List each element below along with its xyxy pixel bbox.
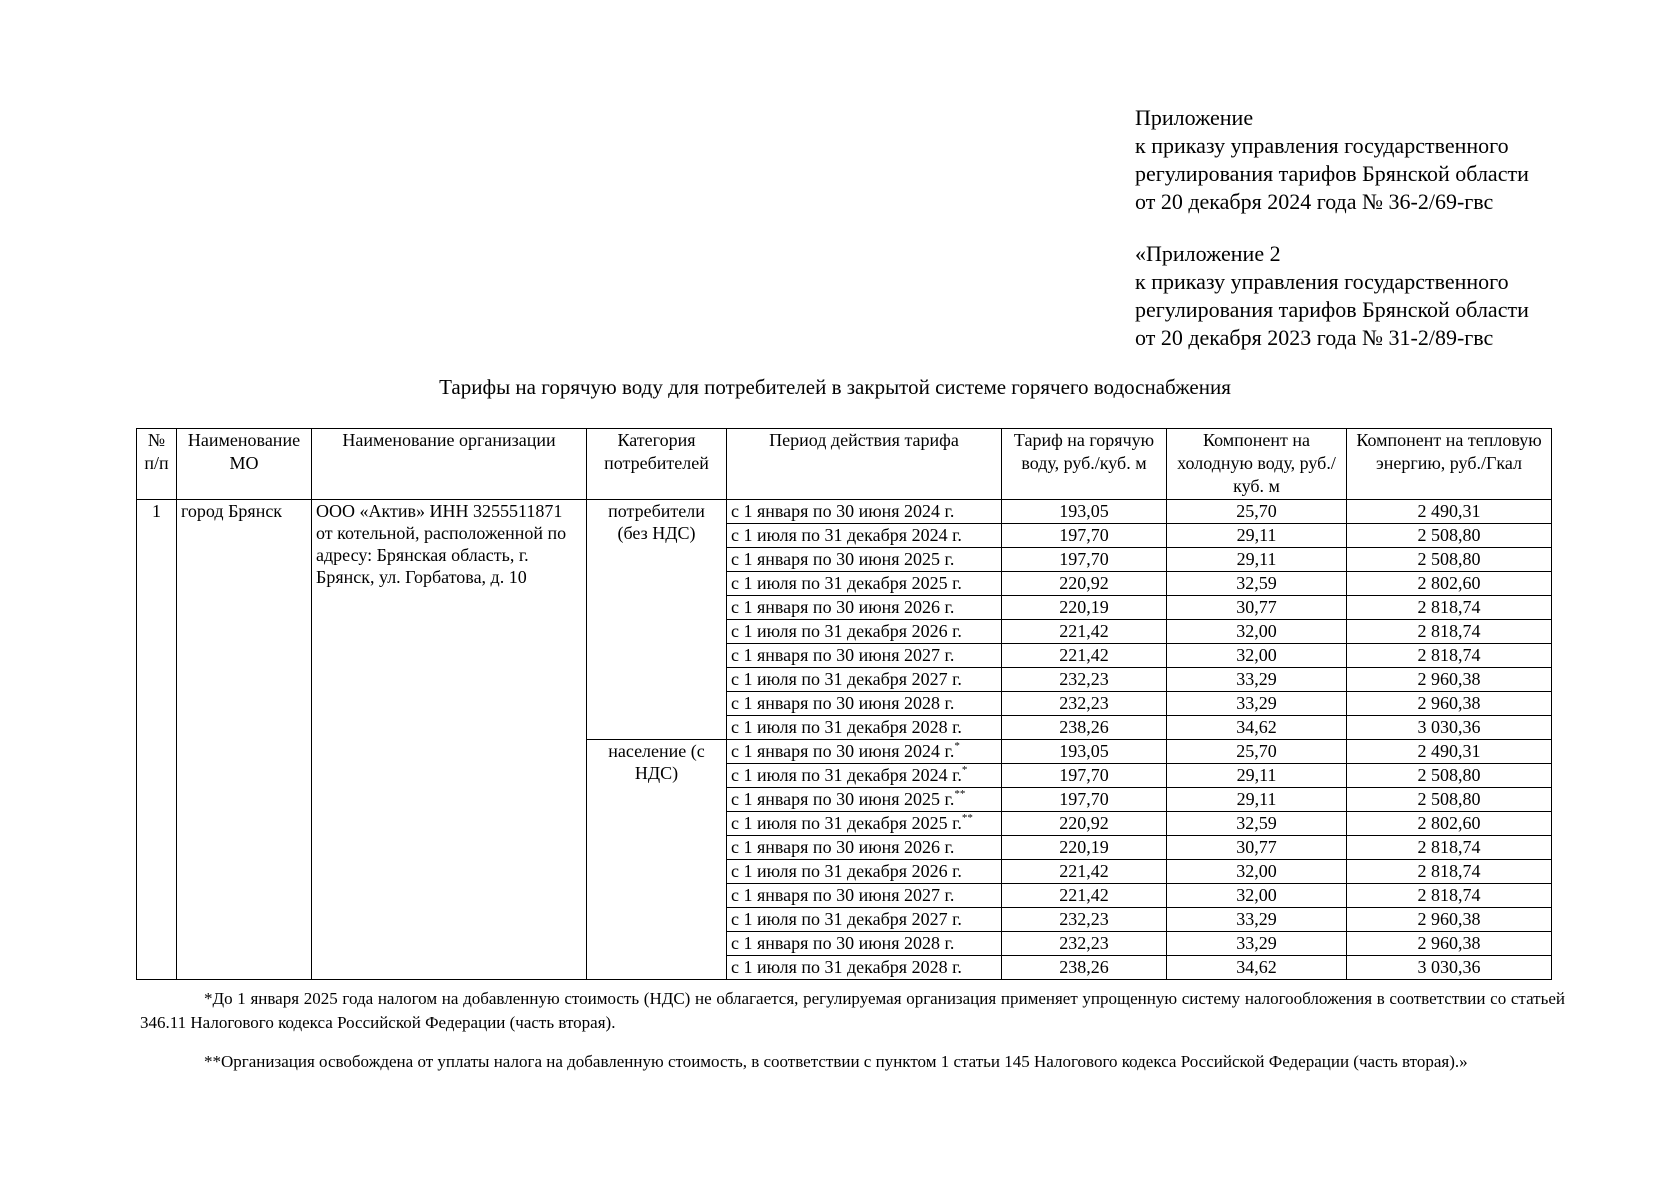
col-header-cold: Компонент на холодную воду, руб./куб. м — [1167, 429, 1347, 500]
tariff-period — [727, 764, 1002, 788]
footnotes — [140, 987, 1565, 1087]
document-title: Тарифы на горячую воду для потребителей в закрытой системе горячего водоснабжения — [439, 375, 1231, 399]
tariff-value: 220,92 — [1002, 812, 1167, 836]
cold-water-component: 29,11 — [1167, 764, 1347, 788]
tariff-value: 221,42 — [1002, 620, 1167, 644]
row-number: 1 — [137, 500, 177, 980]
appendix2-header — [1135, 240, 1655, 352]
org-name: ООО «Актив» ИНН 3255511871 от котельной, расположенной по адресу: Брянская область, г. Брянск, ул. Горбатова, д. 10 — [312, 500, 587, 980]
col-header-period: Период действия тарифа — [727, 429, 1002, 500]
col-header-mo: Наименование МО — [177, 429, 312, 500]
tariff-period-text: с 1 января по 30 июня 2024 г. — [731, 741, 955, 761]
heat-energy-component: 3 030,36 — [1347, 956, 1552, 980]
tariff-period-text: с 1 января по 30 июня 2027 г. — [731, 645, 955, 665]
cold-water-component: 30,77 — [1167, 836, 1347, 860]
heat-energy-component: 2 508,80 — [1347, 548, 1552, 572]
heat-energy-component: 2 818,74 — [1347, 620, 1552, 644]
appendix-line: регулирования тарифов Брянской области — [1135, 161, 1529, 186]
footnote-mark: ** — [954, 788, 966, 800]
tariff-value: 232,23 — [1002, 692, 1167, 716]
cold-water-component: 32,00 — [1167, 884, 1347, 908]
tariff-period-text: с 1 июля по 31 декабря 2025 г. — [731, 813, 962, 833]
appendix2-line: от 20 декабря 2023 года № 31-2/89-гвс — [1135, 325, 1494, 350]
tariff-period — [727, 716, 1002, 740]
mo-name: город Брянск — [177, 500, 312, 980]
tariff-value: 232,23 — [1002, 908, 1167, 932]
tariff-period — [727, 668, 1002, 692]
tariff-value: 193,05 — [1002, 740, 1167, 764]
heat-energy-component: 2 960,38 — [1347, 908, 1552, 932]
col-header-num: № п/п — [137, 429, 177, 500]
cold-water-component: 32,00 — [1167, 620, 1347, 644]
tariff-value: 220,19 — [1002, 596, 1167, 620]
tariff-value: 197,70 — [1002, 788, 1167, 812]
tariff-value: 232,23 — [1002, 932, 1167, 956]
tariff-period-text: с 1 января по 30 июня 2025 г. — [731, 789, 955, 809]
tariff-period — [727, 956, 1002, 980]
tariff-period — [727, 932, 1002, 956]
cold-water-component: 32,00 — [1167, 860, 1347, 884]
tariff-value: 220,19 — [1002, 836, 1167, 860]
cold-water-component: 33,29 — [1167, 692, 1347, 716]
cold-water-component: 29,11 — [1167, 524, 1347, 548]
col-header-org: Наименование организации — [312, 429, 587, 500]
heat-energy-component: 2 960,38 — [1347, 692, 1552, 716]
tariff-value: 238,26 — [1002, 956, 1167, 980]
tariff-period-text: с 1 июля по 31 декабря 2025 г. — [731, 573, 962, 593]
tariff-value: 197,70 — [1002, 764, 1167, 788]
footnote-mark: * — [954, 740, 960, 752]
heat-energy-component: 2 960,38 — [1347, 668, 1552, 692]
tariff-period-text: с 1 июля по 31 декабря 2024 г. — [731, 525, 962, 545]
tariff-period — [727, 572, 1002, 596]
tariff-period — [727, 788, 1002, 812]
tariff-period-text: с 1 января по 30 июня 2025 г. — [731, 549, 955, 569]
tariff-period — [727, 836, 1002, 860]
tariff-period — [727, 812, 1002, 836]
tariff-period-text: с 1 июля по 31 декабря 2028 г. — [731, 957, 962, 977]
heat-energy-component: 2 802,60 — [1347, 572, 1552, 596]
heat-energy-component: 2 508,80 — [1347, 788, 1552, 812]
cold-water-component: 25,70 — [1167, 500, 1347, 524]
table-body — [137, 500, 1552, 980]
cold-water-component: 25,70 — [1167, 740, 1347, 764]
tariff-period — [727, 692, 1002, 716]
heat-energy-component: 2 960,38 — [1347, 932, 1552, 956]
tariff-period — [727, 548, 1002, 572]
tariff-period-text: с 1 января по 30 июня 2028 г. — [731, 933, 955, 953]
cold-water-component: 30,77 — [1167, 596, 1347, 620]
heat-energy-component: 2 818,74 — [1347, 836, 1552, 860]
tariff-period — [727, 884, 1002, 908]
col-header-category: Категория потребителей — [587, 429, 727, 500]
tariff-period — [727, 644, 1002, 668]
tariff-period — [727, 500, 1002, 524]
tariff-value: 221,42 — [1002, 884, 1167, 908]
appendix-header — [1135, 104, 1655, 216]
heat-energy-component: 2 508,80 — [1347, 764, 1552, 788]
tariff-value: 238,26 — [1002, 716, 1167, 740]
tariff-period-text: с 1 января по 30 июня 2028 г. — [731, 693, 955, 713]
heat-energy-component: 2 818,74 — [1347, 860, 1552, 884]
footnote-mark: * — [961, 764, 968, 776]
cold-water-component: 32,00 — [1167, 644, 1347, 668]
tariff-period — [727, 524, 1002, 548]
tariff-period — [727, 596, 1002, 620]
col-header-heat: Компонент на тепловую энергию, руб./Гкал — [1347, 429, 1552, 500]
tariff-period-text: с 1 июля по 31 декабря 2024 г. — [731, 765, 962, 785]
footnote-mark: ** — [961, 812, 973, 824]
tariff-period — [727, 908, 1002, 932]
tariff-period-text: с 1 июля по 31 декабря 2027 г. — [731, 669, 962, 689]
cold-water-component: 33,29 — [1167, 932, 1347, 956]
footnote-1: *До 1 января 2025 года налогом на добавленную стоимость (НДС) не облагается, регулируемая организация применяет упрощенную систему налогообложения в соответствии со статьей 346.11 Налогового кодекса Российской Федерации (часть вторая). — [140, 989, 1565, 1032]
tariff-period-text: с 1 июля по 31 декабря 2026 г. — [731, 621, 962, 641]
tariff-period-text: с 1 июля по 31 декабря 2028 г. — [731, 717, 962, 737]
cold-water-component: 29,11 — [1167, 548, 1347, 572]
tariff-value: 193,05 — [1002, 500, 1167, 524]
heat-energy-component: 2 508,80 — [1347, 524, 1552, 548]
table-header-row — [137, 429, 1552, 500]
cold-water-component: 34,62 — [1167, 716, 1347, 740]
col-header-tariff: Тариф на горячую воду, руб./куб. м — [1002, 429, 1167, 500]
appendix-line: к приказу управления государственного — [1135, 133, 1509, 158]
tariff-period-text: с 1 января по 30 июня 2024 г. — [731, 501, 955, 521]
heat-energy-component: 2 818,74 — [1347, 644, 1552, 668]
heat-energy-component: 2 802,60 — [1347, 812, 1552, 836]
cold-water-component: 33,29 — [1167, 908, 1347, 932]
tariff-period-text: с 1 января по 30 июня 2027 г. — [731, 885, 955, 905]
appendix2-line: к приказу управления государственного — [1135, 269, 1509, 294]
tariff-value: 232,23 — [1002, 668, 1167, 692]
appendix2-line: «Приложение 2 — [1135, 241, 1281, 266]
tariff-period — [727, 740, 1002, 764]
appendix-line: от 20 декабря 2024 года № 36-2/69-гвс — [1135, 189, 1494, 214]
tariff-value: 221,42 — [1002, 860, 1167, 884]
tariff-period-text: с 1 января по 30 июня 2026 г. — [731, 597, 955, 617]
appendix-line: Приложение — [1135, 105, 1254, 130]
appendix2-line: регулирования тарифов Брянской области — [1135, 297, 1529, 322]
cold-water-component: 29,11 — [1167, 788, 1347, 812]
tariff-value: 220,92 — [1002, 572, 1167, 596]
tariff-period-text: с 1 января по 30 июня 2026 г. — [731, 837, 955, 857]
cold-water-component: 32,59 — [1167, 572, 1347, 596]
table-row — [137, 500, 1552, 524]
heat-energy-component: 2 818,74 — [1347, 884, 1552, 908]
tariff-table — [136, 428, 1552, 980]
tariff-period-text: с 1 июля по 31 декабря 2027 г. — [731, 909, 962, 929]
tariff-value: 197,70 — [1002, 524, 1167, 548]
heat-energy-component: 2 490,31 — [1347, 740, 1552, 764]
heat-energy-component: 2 490,31 — [1347, 500, 1552, 524]
heat-energy-component: 3 030,36 — [1347, 716, 1552, 740]
tariff-value: 197,70 — [1002, 548, 1167, 572]
footnote-2: **Организация освобождена от уплаты налога на добавленную стоимость, в соответствии с пунктом 1 статьи 145 Налогового кодекса Российской Федерации (часть вторая).» — [204, 1052, 1468, 1071]
consumer-category: население (с НДС) — [587, 740, 727, 980]
tariff-period — [727, 620, 1002, 644]
consumer-category: потребители (без НДС) — [587, 500, 727, 740]
cold-water-component: 33,29 — [1167, 668, 1347, 692]
cold-water-component: 32,59 — [1167, 812, 1347, 836]
tariff-period-text: с 1 июля по 31 декабря 2026 г. — [731, 861, 962, 881]
tariff-value: 221,42 — [1002, 644, 1167, 668]
tariff-period — [727, 860, 1002, 884]
heat-energy-component: 2 818,74 — [1347, 596, 1552, 620]
cold-water-component: 34,62 — [1167, 956, 1347, 980]
